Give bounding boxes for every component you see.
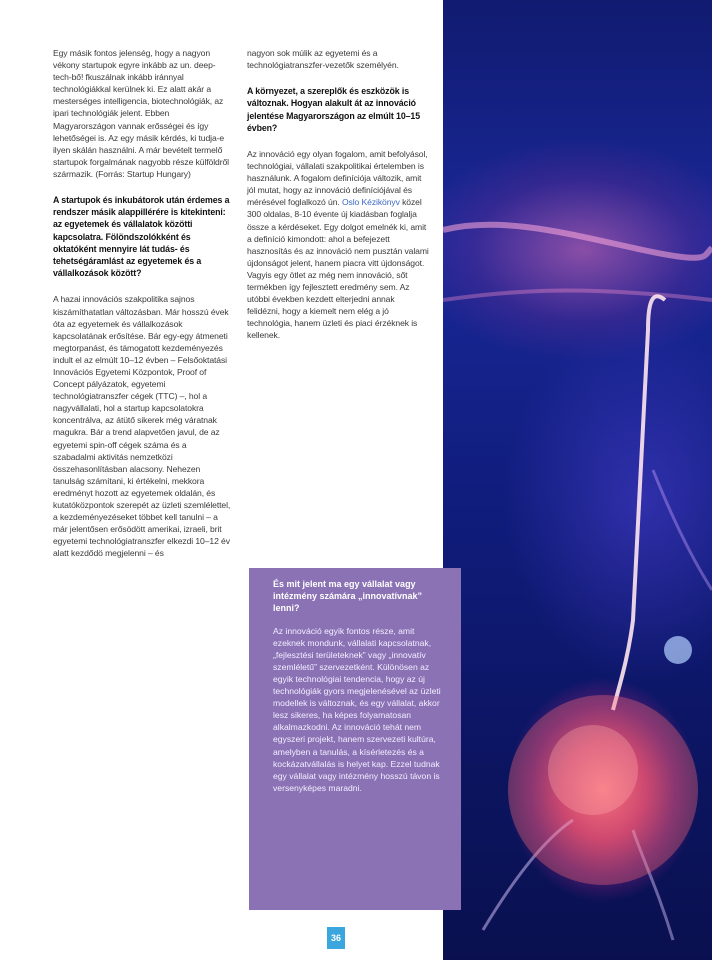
page-number: 36 — [327, 927, 345, 949]
body-text: közel 300 oldalas, 8-10 évente új kiadásban foglalja össze a kérdéseket. Egy dolgot emelnék ki, amit a definíció kimondott: ahol a befejezett hasznosítás és az innováció nem pusztán valami újdonságot jelent, hanem piacra vitt újdonságot. Vagyis egy ötlet az még nem innováció, sőt termékben így fejlesztett eredmény sem. Az utóbbi években kezdett elterjedni annak felidézni, hogy a kiemelt nem elég a jó technológia, hanem üzleti és piaci érzéknek is kellenek. — [247, 197, 429, 341]
interview-question: A startupok és inkubátorok után érdemes a rendszer másik alappillérére is kitekinteni: az egyetemek és vállalatok közötti kapcsolatra. Fölöndszolókként és oktatóként mennyire lát tudás- és tehetségáramlást az egyetemek és a vállalkozások között? — [53, 195, 230, 279]
body-paragraph — [247, 148, 429, 342]
oslo-manual-link[interactable]: Oslo Kézikönyv — [341, 197, 400, 208]
highlight-box — [249, 568, 461, 910]
text-column-middle — [247, 47, 429, 342]
highlight-box-question: És mit jelent ma egy vállalat vagy intézmény számára „innovatívnak” lenni? — [273, 579, 423, 614]
body-paragraph: nagyon sok múlik az egyetemi és a technológiatranszfer-vezetők személyén. — [247, 48, 399, 71]
highlight-box-text: Az innováció egyik fontos része, amit ezeknek mondunk, vállalati kapcsolatnak, „fejlesztési területeknek” vagy „innovatív szemléletű” szervezetként. Különösen az egyik technológiai tendencia, hogy az új technológiák gyors megjelenésével az üzleti modellek is változnak, és egy vállalat, akkor lesz sikeres, ha képes folyamatosan alkalmazkodni. Az innováció tehát nem egyszeri projekt, hanem szervezeti kultúra, amelyben a tanulás, a kísérletezés és a kockázatvállalás is helyet kap. Ezzel tudnak egy vállalat vagy intézmény hosszú távon is versenyképes maradni. — [273, 625, 441, 793]
body-paragraph: A hazai innovációs szakpolitika sajnos kiszámíthatatlan változásban. Már hosszú évek óta az egyetemek és vállalkozások kapcsolatának erősítése. Bár egy-egy átmeneti megtorpanást, és támogatott kezdeményezés indult el az elmúlt 10–12 évben – Felsőoktatási Innovációs Egyetemi Központok, Proof of Concept pályázatok, egyetemi technológiatranszfer cégek (TTC) –, hol a nagyvállalati, hol a startup kapcsolatokra koncentrálva, az átütő sikerek még váratnak magukra. Bár a trend alapvetően javul, de az egyetemi spin-off cégek száma és a szabadalmi aktivitás nemzetközi összehasonlításban alacsony. Nehezen tanulság számítani, ki értékelni, mekkora eredményt hozott az egyetemek oldalán, és kutatóközpontok szerepét az üzleti szemlélettel, a kezdeményezéseket többet kell tanulni – a már jelentősen erősödött amerikai, izraeli, brit egyetemi technológiatranszfer elkezdi 10–12 év alatt kezdődö megjelenni – és — [53, 294, 231, 559]
plasma-ball-photo — [443, 0, 712, 960]
body-text: Az innováció egy olyan fogalom, amit befolyásol, technológiai, vállalati szakpolitikai értelemben is használunk. A fogalom definíciója változik, amit jól mutat, hogy az innováció definíciójával és mérésével foglalkozó ún. — [247, 149, 428, 208]
plasma-ball-illustration — [443, 0, 712, 960]
interview-question: A környezet, a szereplők és eszközök is változnak. Hogyan alakult át az innováció jelentése Magyarországon az elmúlt 10–15 évben? — [247, 86, 420, 133]
body-paragraph: Egy másik fontos jelenség, hogy a nagyon vékony startupok egyre inkább az un. deep-tech-bő! fkuszálnak inkább iránnyal technológiákkal kerülnek ki. Ez alatt akár a mesterséges intelligencia, biotechnológiák, az ipari technológiák jelent. Ebben Magyarországon vannak erősségei és így lehetőségei is. Az egy másik kérdés, ki tudja-e ilyen skálán használni. A már bevételt termelő startupok forgalmának nagyobb része külföldről származik. (Forrás: Startup Hungary) — [53, 48, 229, 179]
text-column-left — [53, 47, 231, 560]
